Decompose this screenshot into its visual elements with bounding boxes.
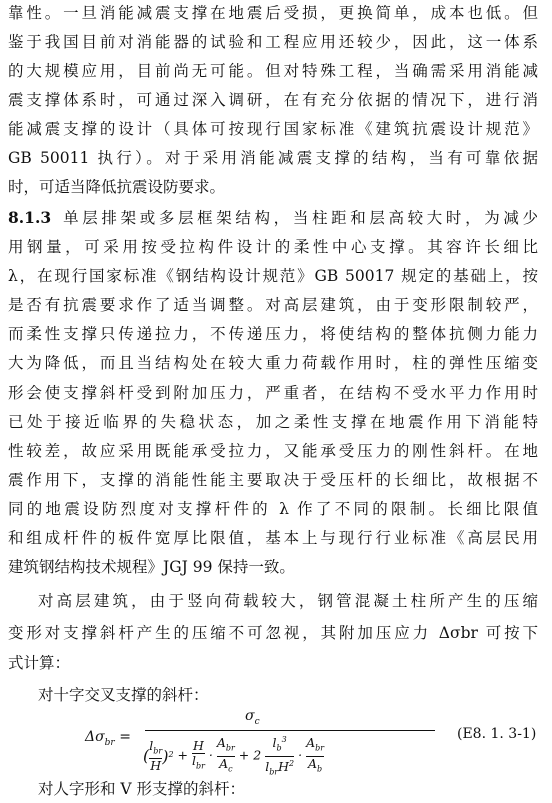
- formula-lhs: $\Delta\sigma_{br}$ =: [85, 729, 131, 748]
- paragraph-line: 是否有抗震要求作了适当调整。对高层建筑，由于变形限制较严，: [8, 296, 538, 314]
- formula-fraction-bar: [145, 730, 435, 731]
- paragraph-line: 和组成杆件的板件宽厚比限值，基本上与现行行业标准《高层民用: [8, 529, 538, 547]
- formula-block: [85, 708, 545, 777]
- formula-numerator: $\sigma_c$: [245, 708, 260, 727]
- paragraph-line: 建筑钢结构技术规程》JGJ 99 保持一致。: [8, 558, 295, 576]
- paragraph-line: 式计算：: [8, 654, 71, 672]
- paragraph-line: 形会使支撑斜杆受到附加压力，严重者，在结构不受水平力作用时: [8, 384, 538, 402]
- paragraph-line: 鉴于我国目前对消能器的试验和工程应用还较少，因此，这一体系: [8, 33, 538, 51]
- paragraph-line: λ，在现行国家标准《钢结构设计规范》GB 50017 规定的基础上，按: [8, 267, 538, 285]
- paragraph-line: 震支撑体系时，可通过深入调研，在有充分依据的情况下，进行消: [8, 91, 538, 109]
- paragraph-line: GB 50011 执行）。对于采用消能减震支撑的结构，当有可靠依据: [8, 149, 538, 167]
- equation-number: (E8. 1. 3-1): [457, 726, 537, 742]
- paragraph-line: 大为降低，而且当结构处在较大重力荷载作用时，柱的弹性压缩变: [8, 354, 538, 372]
- paragraph-line: 变形对支撑斜杆产生的压缩不可忽视，其附加压应力 Δσbr 可按下: [8, 624, 538, 642]
- paragraph-line: 性较差，故应采用既能承受拉力，又能承受压力的刚性斜杆。在地: [8, 442, 538, 460]
- paragraph-line: 震作用下，支撑的消能性能主要取决于受压杆的长细比，故根据不: [8, 471, 538, 489]
- paragraph-line: 靠性。一旦消能减震支撑在地震后受损，更换简单，成本也低。但: [8, 4, 538, 22]
- section-number: 8.1.3: [8, 208, 52, 227]
- section-line: [8, 207, 538, 229]
- section-line-text: 单层排架或多层框架结构，当柱距和层高较大时，为减少: [63, 209, 538, 227]
- paragraph-line: 已处于接近临界的失稳状态，加之柔性支撑在地震作用下消能特: [8, 413, 538, 431]
- paragraph-line: 而柔性支撑只传递拉力，不传递压力，将使结构的整体抗侧力能力: [8, 325, 538, 343]
- paragraph-line: 对十字交叉支撑的斜杆：: [38, 686, 209, 704]
- paragraph-line: 能减震支撑的设计（具体可按现行国家标准《建筑抗震设计规范》: [8, 120, 538, 138]
- paragraph-line: 对人字形和 V 形支撑的斜杆：: [38, 780, 246, 798]
- paragraph-line: 同的地震设防烈度对支撑杆件的 λ 作了不同的限制。长细比限值: [8, 500, 538, 518]
- paragraph-line: 对高层建筑，由于竖向荷载较大，钢管混凝土柱所产生的压缩: [38, 592, 538, 610]
- paragraph-line: 用钢量，可采用按受拉构件设计的柔性中心支撑。其容许长细比: [8, 238, 538, 256]
- paragraph-line: 的大规模应用，目前尚无可能。但对特殊工程，当确需采用消能减: [8, 62, 538, 80]
- paragraph-line: 时，可适当降低抗震设防要求。: [8, 178, 226, 196]
- formula-denominator: ( $l_{br}$ H )$^2$ + H $l_{br}$ · $A_{br}$ $A_c$ + 2 $l_b^3$ $l_{br}H^2$ · $A_{br}$ $A_b$: [143, 735, 325, 777]
